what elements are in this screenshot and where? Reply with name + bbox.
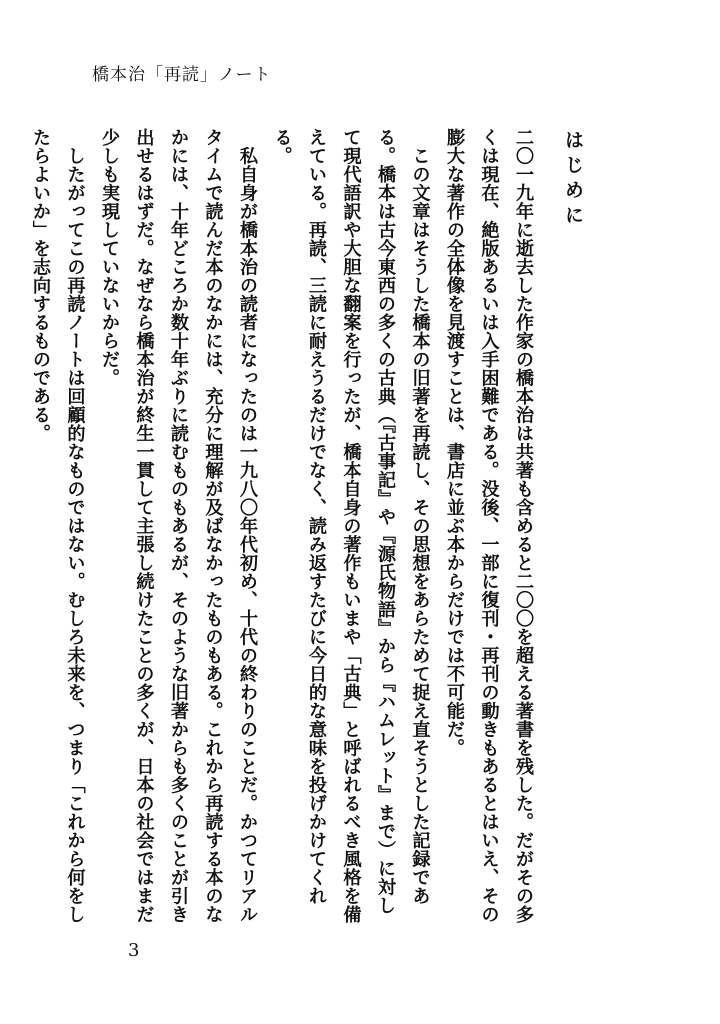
paragraph: 二〇一九年に逝去した作家の橋本治は共著も含めると二〇〇を超える著書を残した。だがその多くは現在、絶版あるいは入手困難である。没後、一部に復刊・再刊の動きもあるとはいえ、その膨大な著作の全体像を見渡すことは、書店に並ぶ本からだけでは不可能だ。 <box>444 128 534 924</box>
chapter-title: はじめに <box>562 130 584 230</box>
body-text <box>30 128 540 928</box>
running-header: 橋本治「再読」ノート <box>92 65 272 85</box>
paragraph: したがってこの再読ノートは回顧的なものではない。むしろ未来を、つまり「これから何をしたらよいか」を志向するものである。 <box>30 128 86 924</box>
paragraph: 私自身が橋本治の読者になったのは一九八〇年代初め、十代の終わりのことだ。かつてリアルタイムで読んだ本のなかには、充分に理解が及ばなかったものもある。これから再読する本のなかには、十年どころか数十年ぶりに読むものもあるが、そのような旧著からも多くのことが引き出せるはずだ。なぜなら橋本治が終生一貫して主張し続けたことの多くが、日本の社会ではまだ少しも実現していないからだ。 <box>99 128 258 924</box>
page-number: 3 <box>128 940 140 961</box>
paragraph: この文章はそうした橋本の旧著を再読し、その思想をあらためて捉え直そうとした記録である。橋本は古今東西の多くの古典（『古事記』や『源氏物語』から『ハムレット』まで）に対して現代語訳や大胆な翻案を行ったが、橋本自身の著作もいまや「古典」と呼ばれるべき風格を備えている。再読、三読に耐えうるだけでなく、読み返すたびに今日的な意味を投げかけてくれる。 <box>271 128 431 924</box>
